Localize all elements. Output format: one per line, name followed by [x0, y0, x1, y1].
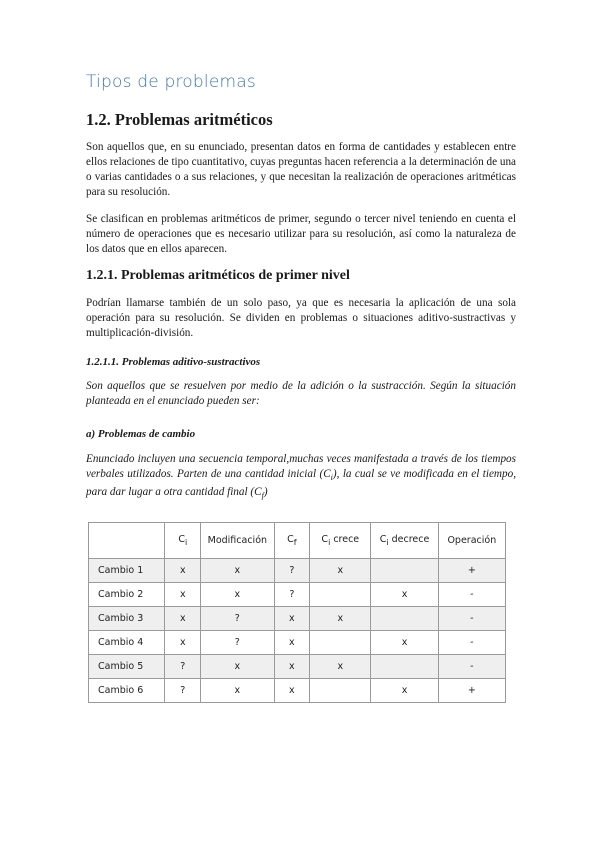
cell-ci-shrinks — [371, 607, 438, 631]
cell-ci: ? — [165, 679, 201, 703]
cell-ci: x — [165, 583, 201, 607]
change-text-end: ) — [263, 486, 268, 499]
table-header-row — [89, 523, 506, 559]
header-operation: Operación — [438, 523, 505, 559]
cell-ci-grows — [310, 583, 371, 607]
cell-operation: + — [438, 679, 505, 703]
cell-ci: x — [165, 607, 201, 631]
cell-modification: x — [201, 583, 274, 607]
section-paragraph-1: Son aquellos que, en su enunciado, presentan datos en forma de cantidades y establecen entre ellos relaciones de tipo cuantitativo, cuyas preguntas hacen referencia a la determinación de una o varias cantidades o a sus relaciones, y que necesitan la realización de operaciones aritméticas para su resolución. — [86, 141, 516, 198]
row-label: Cambio 6 — [89, 679, 165, 703]
cell-modification: x — [201, 559, 274, 583]
subsubsection-paragraph: Son aquellos que se resuelven por medio de la adición o la sustracción. Según la situación planteada en el enunciado pueden ser: — [86, 380, 516, 407]
header-ci-grows: $C_i$ crece — [310, 523, 371, 559]
row-label: Cambio 1 — [89, 559, 165, 583]
cell-ci-grows — [310, 679, 371, 703]
section-paragraph-2: Se clasifican en problemas aritméticos de primer, segundo o tercer nivel teniendo en cuenta el número de operaciones que es necesario utilizar para su resolución, así como la naturaleza de los datos que en ellos aparecen. — [86, 213, 516, 255]
table-row — [89, 679, 506, 703]
table-row — [89, 631, 506, 655]
cell-ci-shrinks — [371, 559, 438, 583]
final-subscript: f — [261, 491, 264, 501]
cell-operation: - — [438, 583, 505, 607]
table-row — [89, 583, 506, 607]
cell-ci: x — [165, 631, 201, 655]
initial-subscript: i — [330, 473, 333, 483]
header-cf: $C_f$ — [274, 523, 310, 559]
chapter-title: Tipos de problemas — [86, 72, 256, 92]
cell-operation: - — [438, 631, 505, 655]
cell-cf: ? — [274, 583, 310, 607]
cell-operation: - — [438, 607, 505, 631]
change-problems-heading: a) Problemas de cambio — [86, 428, 196, 440]
cell-ci-grows: x — [310, 559, 371, 583]
cell-modification: x — [201, 679, 274, 703]
cell-ci-shrinks — [371, 655, 438, 679]
header-ci-shrinks: $C_i$ decrece — [371, 523, 438, 559]
change-problems-paragraph — [86, 452, 516, 503]
cell-modification: x — [201, 655, 274, 679]
cell-operation: + — [438, 559, 505, 583]
subsubsection-heading: 1.2.1.1. Problemas aditivo-sustractivos — [86, 356, 261, 368]
cell-modification: ? — [201, 631, 274, 655]
row-label: Cambio 5 — [89, 655, 165, 679]
cell-operation: - — [438, 655, 505, 679]
header-ci: $C_i$ — [165, 523, 201, 559]
subsection-paragraph: Podrían llamarse también de un solo paso, ya que es necesaria la aplicación de una sola operación para su resolución. Se dividen en problemas o situaciones aditivo-sustractivas y multiplicación-división. — [86, 297, 516, 339]
cell-cf: x — [274, 679, 310, 703]
row-label: Cambio 2 — [89, 583, 165, 607]
cell-ci: x — [165, 559, 201, 583]
cell-modification: ? — [201, 607, 274, 631]
cell-ci-shrinks: x — [371, 583, 438, 607]
cell-ci-shrinks: x — [371, 631, 438, 655]
change-problems-table — [88, 522, 506, 703]
row-label: Cambio 4 — [89, 631, 165, 655]
row-label: Cambio 3 — [89, 607, 165, 631]
cell-ci-grows: x — [310, 655, 371, 679]
cell-ci: ? — [165, 655, 201, 679]
section-heading: 1.2. Problemas aritméticos — [86, 110, 273, 129]
header-modification: Modificación — [201, 523, 274, 559]
subsection-heading: 1.2.1. Problemas aritméticos de primer nivel — [86, 268, 350, 283]
table-row — [89, 559, 506, 583]
table-row — [89, 655, 506, 679]
change-text-middle: ), la cual se ve modificada en el tiempo, para dar lugar a otra cantidad final (C — [86, 468, 516, 499]
cell-ci-shrinks: x — [371, 679, 438, 703]
cell-cf: x — [274, 655, 310, 679]
cell-cf: x — [274, 607, 310, 631]
cell-ci-grows — [310, 631, 371, 655]
change-text-start: Enunciado incluyen una secuencia temporal,muchas veces manifestada a través de los tiempos verbales utilizados. Parten de una cantidad inicial (C — [86, 453, 516, 480]
cell-ci-grows: x — [310, 607, 371, 631]
header-blank — [89, 523, 165, 559]
cell-cf: ? — [274, 559, 310, 583]
cell-cf: x — [274, 631, 310, 655]
table-row — [89, 607, 506, 631]
